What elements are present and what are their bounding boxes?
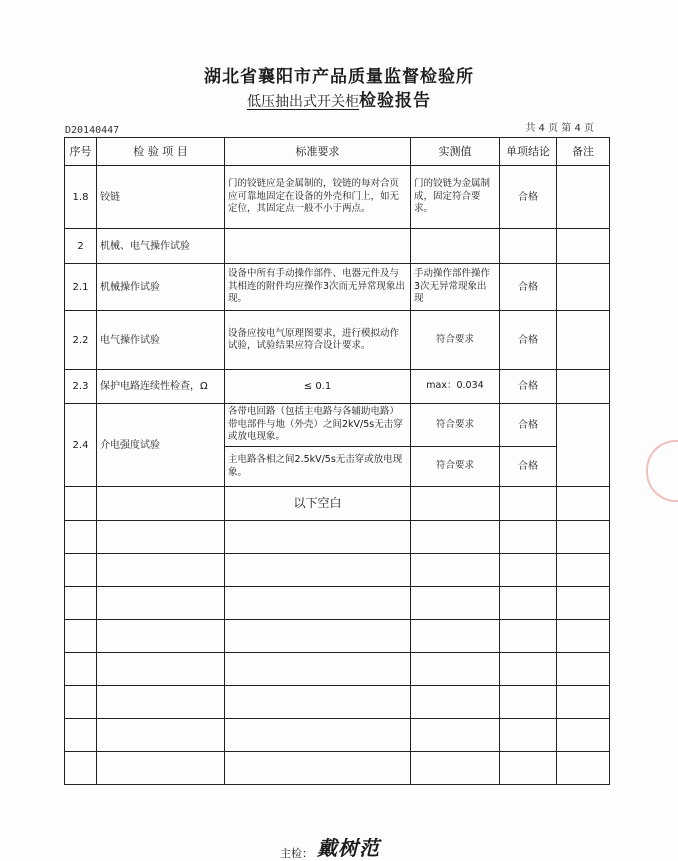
row-requirement: 设备应按电气原理图要求，进行模拟动作试验，试验结果应符合设计要求。 xyxy=(225,311,411,370)
row-no: 2.3 xyxy=(65,370,97,404)
table-header-row xyxy=(65,138,610,166)
row-no: 2.4 xyxy=(65,404,97,487)
row-item: 机械、电气操作试验 xyxy=(97,229,225,264)
col-header-conclusion: 单项结论 xyxy=(500,138,557,166)
row-requirement: 设备中所有手动操作部件、电器元件及与其相连的附件均应操作3次而无异常现象出现。 xyxy=(225,264,411,311)
row-note xyxy=(557,229,610,264)
row-measured: 符合要求 xyxy=(411,447,500,487)
row-no: 1.8 xyxy=(65,166,97,229)
row-no: 2.2 xyxy=(65,311,97,370)
institute-title: 湖北省襄阳市产品质量监督检验所 xyxy=(204,67,474,87)
empty-row xyxy=(65,686,610,719)
signature-block xyxy=(280,832,380,861)
row-measured: 手动操作部件操作3次无异常现象出现 xyxy=(411,264,500,311)
document-number: D20140447 xyxy=(65,125,120,136)
row-conclusion: 合格 xyxy=(500,264,557,311)
row-measured xyxy=(411,229,500,264)
blank-below-note: 以下空白 xyxy=(225,487,411,521)
empty-row xyxy=(65,554,610,587)
product-name: 低压抽出式开关柜 xyxy=(247,94,359,110)
row-conclusion: 合格 xyxy=(500,166,557,229)
row-measured: max：0.034 xyxy=(411,370,500,404)
col-header-item: 检 验 项 目 xyxy=(97,138,225,166)
row-conclusion xyxy=(500,229,557,264)
row-note xyxy=(557,404,610,487)
table-row xyxy=(65,487,610,521)
report-title xyxy=(0,86,678,111)
row-measured: 符合要求 xyxy=(411,404,500,447)
row-note xyxy=(557,166,610,229)
row-item: 电气操作试验 xyxy=(97,311,225,370)
row-measured: 门的铰链为金属制成，固定符合要求。 xyxy=(411,166,500,229)
table-row xyxy=(65,404,610,447)
signature-name: 戴树范 xyxy=(317,836,380,860)
row-item: 保护电路连续性检查，Ω xyxy=(97,370,225,404)
row-requirement xyxy=(225,229,411,264)
row-note xyxy=(557,264,610,311)
empty-row xyxy=(65,719,610,752)
table-row xyxy=(65,264,610,311)
row-requirement: 主电路各相之间2.5kV/5s无击穿或放电现象。 xyxy=(225,447,411,487)
report-label: 检验报告 xyxy=(359,91,431,111)
row-conclusion: 合格 xyxy=(500,311,557,370)
row-item: 铰链 xyxy=(97,166,225,229)
col-header-measured: 实测值 xyxy=(411,138,500,166)
table-row xyxy=(65,311,610,370)
row-conclusion: 合格 xyxy=(500,447,557,487)
row-no: 2.1 xyxy=(65,264,97,311)
table-row xyxy=(65,370,610,404)
row-requirement: 各带电回路（包括主电路与各辅助电路）带电部件与地（外壳）之间2kV/5s无击穿或放电现象。 xyxy=(225,404,411,447)
row-no: 2 xyxy=(65,229,97,264)
stamp-mark xyxy=(646,440,678,502)
empty-row xyxy=(65,752,610,785)
col-header-requirement: 标准要求 xyxy=(225,138,411,166)
row-note xyxy=(557,311,610,370)
signature-label: 主检： xyxy=(280,847,313,860)
row-requirement: 门的铰链应是金属制的，铰链的每对合页应可靠地固定在设备的外壳和门上，如无定位，其固定点一般不小于两点。 xyxy=(225,166,411,229)
row-conclusion: 合格 xyxy=(500,404,557,447)
empty-row xyxy=(65,521,610,554)
row-conclusion: 合格 xyxy=(500,370,557,404)
table-row xyxy=(65,229,610,264)
empty-row xyxy=(65,620,610,653)
inspection-table xyxy=(64,137,610,785)
row-requirement: ≤ 0.1 xyxy=(225,370,411,404)
row-note xyxy=(557,370,610,404)
empty-row xyxy=(65,587,610,620)
col-header-note: 备注 xyxy=(557,138,610,166)
table-row xyxy=(65,166,610,229)
col-header-no: 序号 xyxy=(65,138,97,166)
row-item: 介电强度试验 xyxy=(97,404,225,487)
page-counter: 共 4 页 第 4 页 xyxy=(525,123,594,134)
row-item: 机械操作试验 xyxy=(97,264,225,311)
row-measured: 符合要求 xyxy=(411,311,500,370)
empty-row xyxy=(65,653,610,686)
